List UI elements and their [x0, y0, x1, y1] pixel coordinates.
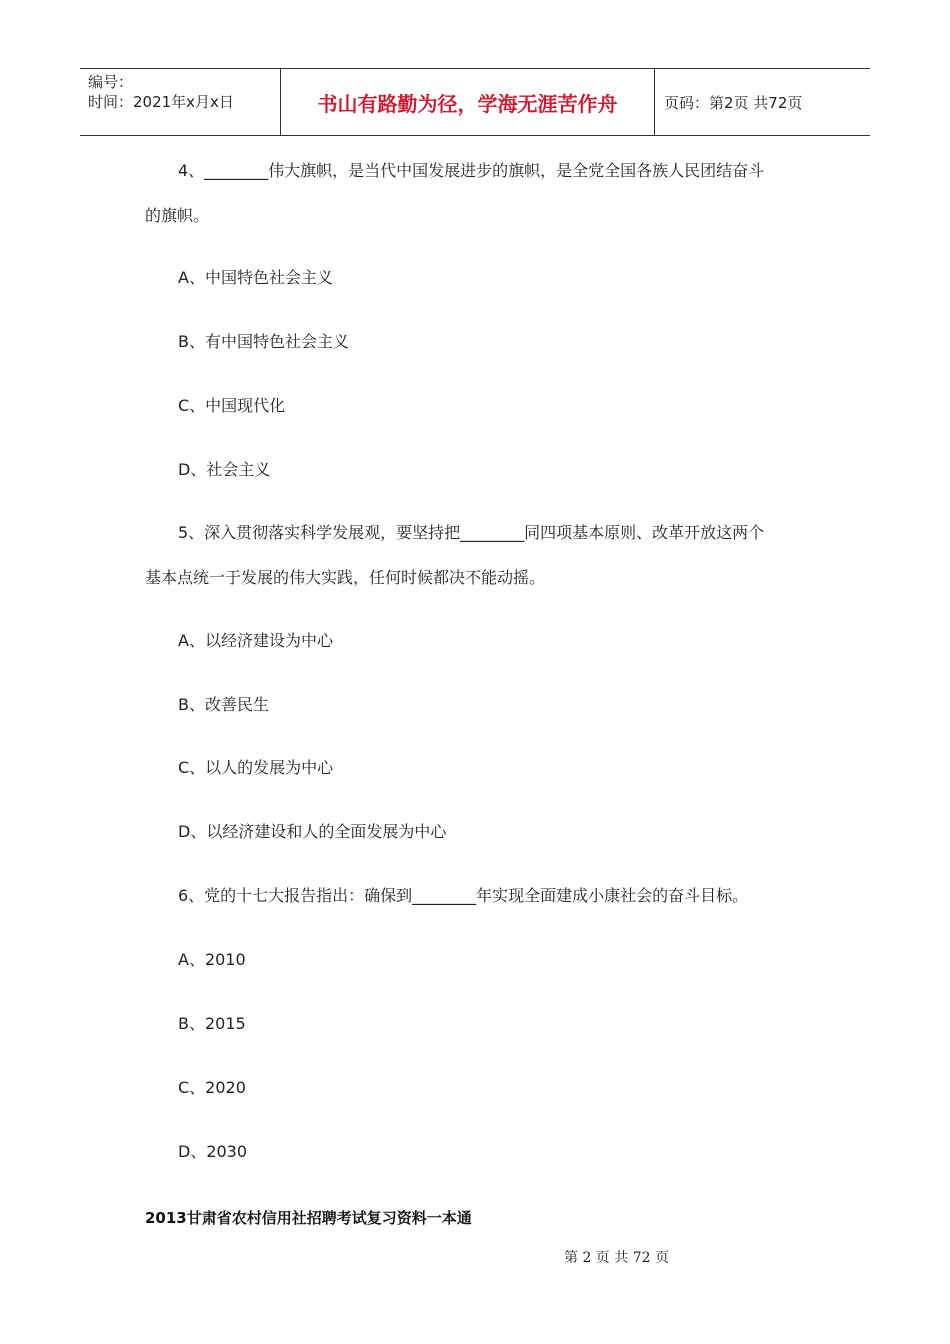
footer-page-number: 第 2 页 共 72 页	[564, 1250, 669, 1266]
footer-title: 2013甘肃省农村信用社招聘考试复习资料一本通	[145, 1209, 472, 1227]
question-5-option-c: C、以人的发展为中心	[178, 758, 334, 777]
time-label: 时间：2021年x月x日	[88, 93, 234, 111]
question-6-option-a: A、2010	[178, 950, 246, 969]
code-label: 编号：	[88, 73, 134, 91]
question-5-option-a: A、以经济建设为中心	[178, 631, 333, 650]
header-page-info	[655, 69, 870, 135]
motto-text: 书山有路勤为径，学海无涯苦作舟	[317, 91, 618, 116]
header-meta	[80, 69, 281, 135]
question-4-stem-cont: 的旗帜。	[145, 206, 210, 225]
question-5-option-b: B、改善民生	[178, 695, 269, 714]
page-info-text: 页码：第2页 共72页	[664, 93, 803, 112]
question-5-option-d: D、以经济建设和人的全面发展为中心	[178, 822, 447, 841]
question-6-option-d: D、2030	[178, 1142, 248, 1161]
question-5-stem-cont: 基本点统一于发展的伟大实践，任何时候都决不能动摇。	[145, 568, 546, 587]
question-5-stem: 5、深入贯彻落实科学发展观，要坚持把________同四项基本原则、改革开放这两个	[178, 523, 765, 542]
question-6-stem: 6、党的十七大报告指出：确保到________年实现全面建成小康社会的奋斗目标。	[178, 886, 749, 905]
question-6-option-c: C、2020	[178, 1078, 246, 1097]
page-header	[80, 68, 870, 136]
question-4-option-b: B、有中国特色社会主义	[178, 332, 349, 351]
question-4-option-d: D、社会主义	[178, 460, 271, 479]
header-motto	[281, 69, 655, 135]
question-6-option-b: B、2015	[178, 1014, 246, 1033]
question-4-stem: 4、________伟大旗帜，是当代中国发展进步的旗帜，是全党全国各族人民团结奋斗	[178, 161, 765, 180]
question-4-option-a: A、中国特色社会主义	[178, 268, 333, 287]
question-4-option-c: C、中国现代化	[178, 396, 286, 415]
